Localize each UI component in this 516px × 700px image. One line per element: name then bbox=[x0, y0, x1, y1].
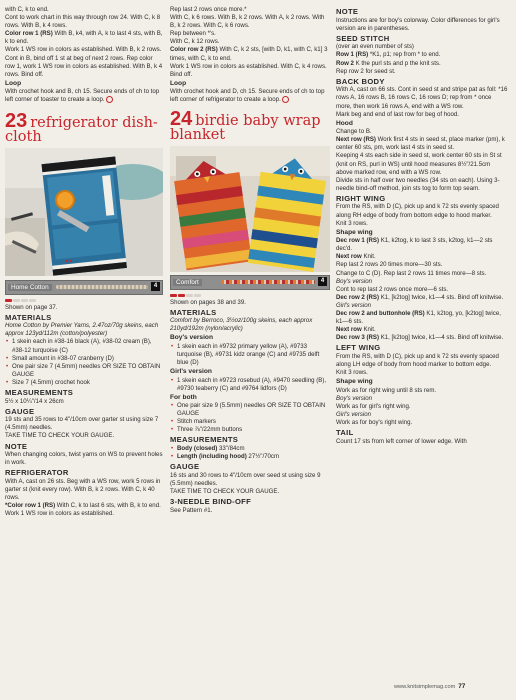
col2-intro-0: Rep last 2 rows once more.* bbox=[170, 6, 247, 13]
col2-both-heading: For both bbox=[170, 393, 197, 401]
col3-girls-version-2: Girl's version bbox=[336, 410, 372, 418]
pattern-23-title: 23 refrigerator dish-cloth bbox=[5, 109, 158, 145]
yarn-label-bar bbox=[5, 280, 163, 295]
col1-note-text: When changing colors, twist yarns on WS to prevent holes in work. bbox=[5, 451, 163, 467]
col3-next-knit-2: Next row Knit. bbox=[336, 326, 376, 334]
col2-both-item: • One pair size 9 (5.5mm) needles OR SIZE TO OBTAIN GAUGE bbox=[170, 402, 330, 418]
dishcloth-image bbox=[5, 148, 163, 276]
pattern-24-title: 24 birdie baby wrap blanket bbox=[170, 107, 321, 143]
col1-loop-heading: Loop bbox=[5, 79, 22, 87]
col3-left-wing-heading: LEFT WING bbox=[336, 343, 381, 353]
col2-materials-text: Comfort by Berroco, 3½oz/100g skeins, each approx 210yd/192m (nylon/acrylic) bbox=[170, 317, 313, 333]
col2-gauge-heading: GAUGE bbox=[170, 462, 200, 472]
col2-intro-2: Rep between *'s. bbox=[170, 30, 216, 38]
col2-loop-heading: Loop bbox=[170, 79, 187, 87]
col1-materials-text: Home Cotton by Premier Yarns, 2.47oz/70g skeins, each approx 123yd/112m (cotton/polyester) bbox=[5, 322, 159, 338]
col3-seed-sub: (over an even number of sts) bbox=[336, 43, 414, 51]
col3-dec2: Dec row 2 (RS) K1, [k2tog] twice, k1—4 sts. Bind off knitwise. bbox=[336, 293, 504, 301]
col3-work-as: Work as for right wing until 8 sts rem. bbox=[336, 386, 437, 394]
column-1 bbox=[5, 6, 163, 518]
col2-materials-heading: MATERIALS bbox=[170, 307, 217, 317]
col2-measure-item: • Body (closed) 33"/84cm bbox=[170, 445, 330, 453]
col3-back-text: With A, cast on 66 sts. Cont in seed st and stripe pat as foll: *16 rows A, 16 rows B, 16 rows C, 16 rows D; rep from * once more, then work 16 rows A, end with a WS row. bbox=[336, 86, 508, 110]
col2-loop-text: With crochet hook and D, ch 15. Secure ends of ch to top left corner of refrigerator to create a loop. bbox=[170, 88, 325, 104]
col3-left-wing-text: From the RS, with D (C), pick up and k 72 sts evenly spaced along LH edge of body from hood marker to bottom edge. bbox=[336, 352, 499, 369]
col1-refrigerator-text: With A, cast on 26 sts. Beg with a WS row, work 5 rows in garter st (knit every row). With B, k 2 rows. With C, k 40 rows. bbox=[5, 477, 161, 502]
col2-gauge-check: TAKE TIME TO CHECK YOUR GAUGE. bbox=[170, 488, 280, 496]
col2-boys-item: • 1 skein each in #9732 primary yellow (A), #9733 turquoise (B), #9731 kidz orange (C) and #9735 delft blue (D) bbox=[170, 343, 330, 367]
col1-note-heading: NOTE bbox=[5, 441, 28, 451]
end-mark-icon bbox=[282, 96, 289, 103]
col3-seed-heading: SEED STITCH bbox=[336, 33, 390, 43]
col1-shown-on: Shown on page 37. bbox=[5, 303, 58, 311]
col2-bindoff-heading: 3-NEEDLE BIND-OFF bbox=[170, 497, 252, 507]
col3-back-heading: BACK BODY bbox=[336, 76, 385, 86]
col3-boys-version-2: Boy's version bbox=[336, 394, 373, 402]
col2-boys-heading: Boy's version bbox=[170, 334, 213, 342]
col3-work-boy: Work as for boy's right wing. bbox=[336, 419, 413, 427]
col2-measure-item: • Length (including hood) 27½"/70cm bbox=[170, 453, 330, 461]
col1-para-1: Work 1 WS row in colors as established. With B, k 2 rows. Cont in B, bind off 1 st at beg of next 2 rows. Rep color row 1, work 1 WS row in colors as established. With B, k 4 rows. Bind off. bbox=[5, 46, 163, 78]
yarn-weight-badge: 4 bbox=[151, 282, 160, 291]
col2-bindoff-text: See Pattern #1. bbox=[170, 506, 213, 514]
blanket-image bbox=[170, 146, 330, 272]
col3-dec-buttonhole: Dec row 2 and buttonhole (RS) K1, k2tog, yo, [k2tog] twice, k1—6 sts. bbox=[336, 310, 501, 326]
yarn-name: Comfort bbox=[173, 279, 202, 286]
col1-intro-0: with C, k to end. bbox=[5, 6, 49, 13]
column-2 bbox=[170, 6, 330, 515]
col3-right-wing-text: From the RS, with D (C), pick up and k 72 sts evenly spaced along RH edge of body from bottom edge to hood marker. bbox=[336, 203, 499, 219]
col3-back-mark: Mark beg and end of last row for beg of hood. bbox=[336, 110, 459, 118]
col3-row2: Row 2 K the purl sts and p the knit sts. bbox=[336, 59, 441, 67]
footer-site: www.knitsimplemag.com bbox=[394, 684, 456, 690]
col3-next-knit: Next row Knit. bbox=[336, 253, 376, 261]
col1-measurements-heading: MEASUREMENTS bbox=[5, 387, 74, 397]
col1-material-item: • One pair size 7 (4.5mm) needles OR SIZE TO OBTAIN GAUGE bbox=[5, 363, 163, 379]
dishcloth-photo bbox=[5, 148, 163, 276]
col3-dec1: Dec row 1 (RS) K1, k2tog, k to last 3 sts, k2tog, k1—2 sts dec'd. bbox=[336, 237, 493, 253]
yarn-strand bbox=[56, 285, 148, 289]
col3-knit3b: Knit 3 rows. bbox=[336, 369, 368, 377]
col3-tail-text: Count 17 sts from left corner of lower edge. With bbox=[336, 437, 467, 445]
col1-color-row-1b: *Color row 1 (RS) With C, k to last 6 sts, with B, k to end. bbox=[5, 502, 161, 510]
col3-note-heading: NOTE bbox=[336, 7, 359, 16]
page-number: 77 bbox=[458, 683, 466, 690]
col1-material-item: • Size 7 (4.5mm) crochet hook bbox=[5, 379, 163, 387]
col2-girls-item: • 1 skein each in #9723 rosebud (A), #9470 seedling (B), #9730 teaberry (C) and #9764 lidfors (D) bbox=[170, 377, 330, 393]
col3-change-c: Change to C (D). Rep last 2 rows 11 times more—8 sts. bbox=[336, 269, 487, 277]
yarn-weight-badge: 4 bbox=[318, 277, 327, 286]
skill-level-indicator bbox=[170, 294, 330, 297]
col1-material-item: • 1 skein each in #38-16 black (A), #38-02 cream (B), #38-12 turquoise (C) bbox=[5, 338, 163, 354]
col2-color-row-2: Color row 2 (RS) With C, k 2 sts, [with D, k1, with C, k1] 3 times, with C, k to end. bbox=[170, 46, 328, 62]
col2-measurements-heading: MEASUREMENTS bbox=[170, 435, 239, 445]
col1-color-row-1: Color row 1 (RS) With B, k4, with A, k to last 4 sts, with B, k to end. bbox=[5, 30, 163, 46]
blanket-photo bbox=[170, 146, 330, 272]
col3-hood-heading: Hood bbox=[336, 119, 353, 127]
col3-cont-rep: Cont to rep last 2 rows once more—6 sts. bbox=[336, 285, 449, 293]
col3-dec3: Dec row 3 (RS) K1, [k2tog] twice, k1—4 sts. Bind off knitwise. bbox=[336, 334, 504, 342]
col3-tail-heading: TAIL bbox=[336, 428, 354, 438]
col3-shape-wing-heading: Shape wing bbox=[336, 228, 373, 236]
col3-row1: Row 1 (RS) *K1, p1; rep from * to end. bbox=[336, 51, 441, 59]
col3-boys-version: Boy's version bbox=[336, 277, 373, 285]
col3-seed-rep: Rep row 2 for seed st. bbox=[336, 67, 396, 75]
col3-right-wing-heading: RIGHT WING bbox=[336, 193, 386, 203]
col2-intro-1: With C, k 6 rows. With B, k 2 rows. With A, k 2 rows. With B, k 2 rows. With C, k 6 rows. bbox=[170, 14, 325, 30]
col2-girls-heading: Girl's version bbox=[170, 368, 212, 376]
col1-gauge-check: TAKE TIME TO CHECK YOUR GAUGE. bbox=[5, 432, 115, 440]
col3-knit3: Knit 3 rows. bbox=[336, 219, 368, 227]
yarn-strand bbox=[221, 280, 315, 284]
col3-rep-last2: Rep last 2 rows 20 times more—30 sts. bbox=[336, 261, 443, 269]
col3-hood-p2: Keeping 4 sts each side in seed st, work center 60 sts in St st (knit on RS, purl in WS) until hood measures 8½"/21.5cm above marked row, end with a WS row. bbox=[336, 152, 502, 176]
col2-gauge-text: 16 sts and 30 rows to 4"/10cm over seed st using size 9 (5.5mm) needles. bbox=[170, 471, 321, 487]
skill-level-indicator bbox=[5, 299, 163, 302]
yarn-label-bar bbox=[170, 275, 330, 290]
col3-note-text: Instructions are for boy's colorway. Color differences for girl's version are in parentheses. bbox=[336, 16, 500, 32]
col1-intro-1: Cont to work chart in this way through row 24. With C, k 8 rows. With B, k 4 rows. bbox=[5, 14, 161, 30]
col3-work-girl: Work as for girl's right wing. bbox=[336, 402, 411, 410]
page-footer bbox=[394, 683, 465, 690]
col1-material-item: • Small amount in #38-07 cranberry (D) bbox=[5, 355, 163, 363]
col1-refrigerator-heading: REFRIGERATOR bbox=[5, 468, 69, 478]
col2-para-1: Work 1 WS row in colors as established. With C, k 4 rows. Bind off. bbox=[170, 62, 327, 78]
col3-next-row: Next row (RS) Work first 4 sts in seed st, place marker (pm), k center 60 sts, pm, work last 4 sts in seed st. bbox=[336, 136, 505, 152]
col1-measurements-text: 5½ x 10¼"/14 x 26cm bbox=[5, 397, 64, 405]
col2-intro-3: With C, k 12 rows. bbox=[170, 38, 220, 46]
column-3 bbox=[336, 6, 508, 446]
col2-both-item: • Three ⅞"/22mm buttons bbox=[170, 426, 330, 434]
col1-materials-heading: MATERIALS bbox=[5, 312, 52, 322]
col3-hood-p3: Divide sts in half over two needles (34 sts on each). Using 3-needle bind-off method, join sts tog to form top seam. bbox=[336, 176, 500, 192]
col3-hood-change: Change to B. bbox=[336, 128, 372, 136]
yarn-name: Home Cotton bbox=[8, 284, 52, 291]
col2-shown-on: Shown on pages 38 and 39. bbox=[170, 298, 246, 306]
col2-both-item: • Stitch markers bbox=[170, 418, 330, 426]
end-mark-icon bbox=[106, 96, 113, 103]
col3-shape-wing-2-heading: Shape wing bbox=[336, 378, 373, 386]
col1-gauge-text: 19 sts and 35 rows to 4"/10cm over garter st using size 7 (4.5mm) needles. bbox=[5, 416, 159, 432]
col3-girls-version: Girl's version bbox=[336, 301, 372, 309]
col1-loop-text: With crochet hook and B, ch 15. Secure ends of ch to top left corner of toaster to create a loop. bbox=[5, 88, 160, 104]
col1-last-line: Work 1 WS row in colors as established. bbox=[5, 510, 114, 518]
col1-gauge-heading: GAUGE bbox=[5, 406, 35, 416]
